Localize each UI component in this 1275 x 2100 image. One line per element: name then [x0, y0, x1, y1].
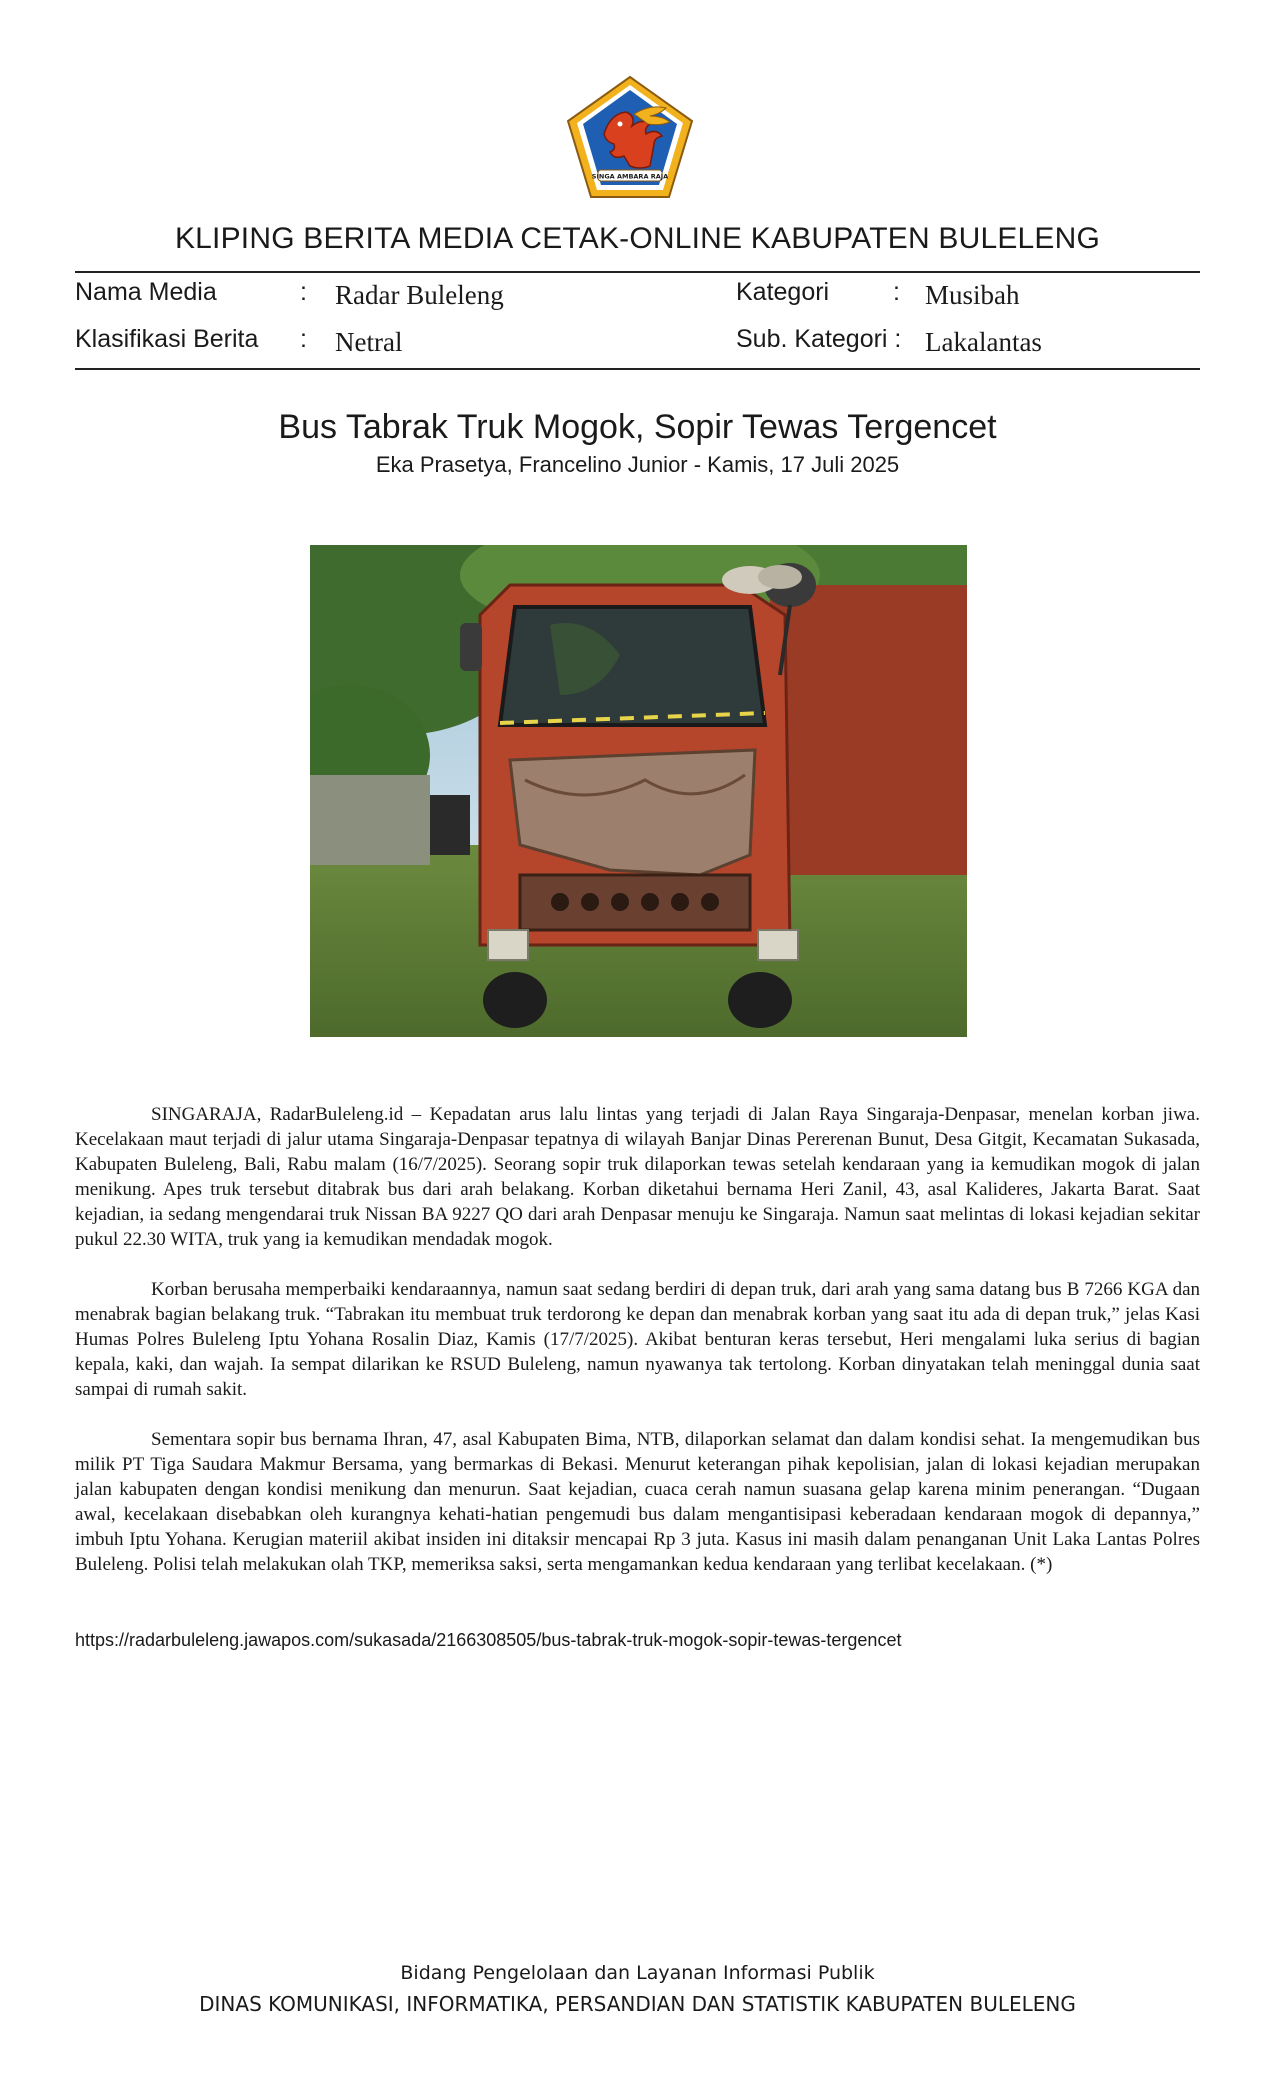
article-paragraph-3: Sementara sopir bus bernama Ihran, 47, asal Kabupaten Bima, NTB, dilaporkan selamat dan dalam kondisi sehat. Ia mengemudikan bus milik PT Tiga Saudara Makmur Bersama, yang bermarkas di Bekasi. Menurut keterangan pihak kepolisian, jalan di lokasi kejadian merupakan jalan kabupaten dengan kondisi menikung dan menurun. Saat kejadian, cuaca cerah namun suasana gelap karena minim penerangan. “Dugaan awal, kecelakaan disebabkan oleh kurangnya kehati-hatian pengemudi bus dalam mengantisipasi keberadaan kendaraan mogok di depannya,” imbuh Iptu Yohana. Kerugian materiil akibat insiden ini ditaksir mencapai Rp 3 juta. Kasus ini masih dalam penanganan Unit Laka Lantas Polres Buleleng. Polisi telah melakukan olah TKP, memeriksa saksi, serta mengamankan kedua kendaraan yang terlibat kecelakaan. (*): [75, 1429, 1200, 1575]
kategori-colon: :: [893, 278, 900, 306]
klasifikasi-colon: :: [300, 325, 307, 353]
media-label: Nama Media: [75, 278, 217, 306]
klasifikasi-label: Klasifikasi Berita: [75, 325, 259, 353]
media-value: Radar Buleleng: [335, 280, 504, 310]
footer-agency: DINAS KOMUNIKASI, INFORMATIKA, PERSANDIAN DAN STATISTIK KABUPATEN BULELENG: [199, 1992, 1076, 2016]
article-body: [75, 1102, 1200, 1602]
header-divider-bottom: [75, 368, 1200, 370]
kategori-label: Kategori: [736, 278, 830, 306]
klasifikasi-value: Netral: [335, 327, 403, 357]
subkategori-label: Sub. Kategori :: [736, 325, 902, 353]
emblem-motto: SINGA AMBARA RAJA: [591, 172, 669, 181]
source-url-link[interactable]: https://radarbuleleng.jawapos.com/sukasada/2166308505/bus-tabrak-truk-mogok-sopir-tewas-tergencet: [75, 1630, 902, 1650]
meta-row-klasifikasi: [75, 325, 1200, 365]
kategori-value: Musibah: [925, 280, 1020, 310]
buleleng-emblem-logo: [564, 74, 696, 201]
news-photo-damaged-truck: [310, 545, 967, 1037]
media-colon: :: [300, 278, 307, 306]
meta-row-media: [75, 278, 1200, 318]
article-title: Bus Tabrak Truk Mogok, Sopir Tewas Tergencet: [278, 408, 997, 446]
article-byline: Eka Prasetya, Francelino Junior - Kamis, 17 Juli 2025: [375, 452, 900, 477]
article-paragraph-2: Korban berusaha memperbaiki kendaraannya, namun saat sedang berdiri di depan truk, dari arah yang sama datang bus B 7266 KGA dan menabrak bagian belakang truk. “Tabrakan itu membuat truk terdorong ke depan dan menabrak korban yang saat itu ada di depan truk,” jelas Kasi Humas Polres Buleleng Iptu Yohana Rosalin Diaz, Kamis (17/7/2025). Akibat benturan keras tersebut, Heri mengalami luka serius di bagian kepala, kaki, dan wajah. Ia sempat dilarikan ke RSUD Buleleng, namun nyawanya tak tertolong. Korban dinyatakan telah meninggal dunia saat sampai di rumah sakit.: [75, 1279, 1200, 1400]
article-paragraph-1: SINGARAJA, RadarBuleleng.id – Kepadatan arus lalu lintas yang terjadi di Jalan Raya Singaraja-Denpasar, menelan korban jiwa. Kecelakaan maut terjadi di jalur utama Singaraja-Denpasar tepatnya di wilayah Banjar Dinas Pererenan Bunut, Desa Gitgit, Kecamatan Sukasada, Kabupaten Buleleng, Bali, Rabu malam (16/7/2025). Seorang sopir truk dilaporkan tewas setelah kendaraan yang ia kemudikan mogok di jalan menikung. Apes truk tersebut ditabrak bus dari arah belakang. Korban diketahui bernama Heri Zanil, 43, asal Kalideres, Jakarta Barat. Saat kejadian, ia sedang mengendarai truk Nissan BA 9227 QO dari arah Denpasar menuju ke Singaraja. Namun saat melintas di lokasi kejadian sekitar pukul 22.30 WITA, truk yang ia kemudikan mendadak mogok.: [75, 1104, 1200, 1250]
header-divider-top: [75, 271, 1200, 273]
header-title: KLIPING BERITA MEDIA CETAK-ONLINE KABUPATEN BULELENG: [174, 222, 1101, 255]
subkategori-value: Lakalantas: [925, 327, 1042, 357]
footer-department: Bidang Pengelolaan dan Layanan Informasi Publik: [400, 1962, 875, 1984]
